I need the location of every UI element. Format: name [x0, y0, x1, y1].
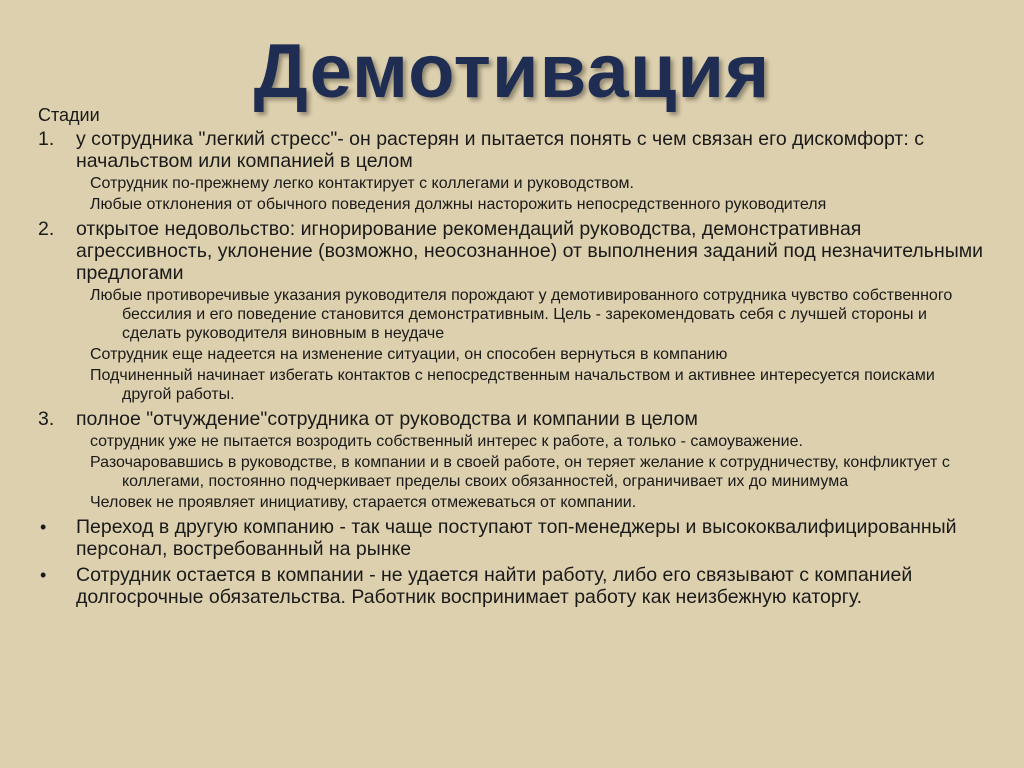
stage-number: 1. [38, 128, 55, 150]
slide-title: Демотивация [253, 29, 771, 114]
stage-number: 3. [38, 408, 55, 430]
stage-item [38, 408, 988, 430]
stage-item [38, 128, 988, 172]
slide-content [38, 104, 988, 610]
stage-subpoint: сотрудник уже не пытается возродить собственный интерес к работе, а только - самоуважение. [90, 433, 803, 450]
stage-subpoint: Любые противоречивые указания руководителя порождают у демотивированного сотрудника чувство собственного бессилия и его поведение становится демонстративным. Цель - зарекомендовать себя с лучшей стороны и сделать руководителя виновным в неудаче [90, 287, 953, 342]
stage-item [38, 218, 988, 284]
outcome-bullet [38, 516, 988, 560]
stage-text: у сотрудника "легкий стресс"- он растерян и пытается понять с чем связан его дискомфорт: с начальством или компанией в целом [76, 128, 924, 172]
stage-subpoint: Человек не проявляет инициативу, старается отмежеваться от компании. [90, 494, 637, 511]
stage-subpoint: Подчиненный начинает избегать контактов с непосредственным начальством и активнее интересуется поисками другой работы. [90, 367, 935, 403]
stage-subpoint: Разочаровавшись в руководстве, в компании и в своей работе, он теряет желание к сотрудничеству, конфликтует с коллегами, постоянно подчеркивает пределы своих обязанностей, ограничивает их до минимума [90, 454, 950, 490]
bullet-text: Сотрудник остается в компании - не удается найти работу, либо его связывают с компанией долгосрочные обязательства. Работник воспринимает работу как неизбежную каторгу. [76, 564, 913, 608]
stage-number: 2. [38, 218, 55, 240]
stage-subpoint: Сотрудник еще надеется на изменение ситуации, он способен вернуться в компанию [90, 346, 728, 363]
bullet-marker: • [40, 517, 47, 537]
stage-text: полное "отчуждение"сотрудника от руководства и компании в целом [76, 408, 698, 430]
bullet-marker: • [40, 565, 47, 585]
stage-subpoint: Любые отклонения от обычного поведения должны насторожить непосредственного руководителя [90, 196, 827, 213]
stages-label: Стадии [38, 105, 100, 125]
outcome-bullet [38, 564, 988, 608]
stage-subpoint: Сотрудник по-прежнему легко контактирует с коллегами и руководством. [90, 175, 634, 192]
stage-text: открытое недовольство: игнорирование рекомендаций руководства, демонстративная агрессивность, уклонение (возможно, неосознанное) от выполнения заданий под незначительными предлогами [76, 218, 984, 284]
bullet-text: Переход в другую компанию - так чаще поступают топ-менеджеры и высококвалифицированный персонал, востребованный на рынке [76, 516, 957, 560]
